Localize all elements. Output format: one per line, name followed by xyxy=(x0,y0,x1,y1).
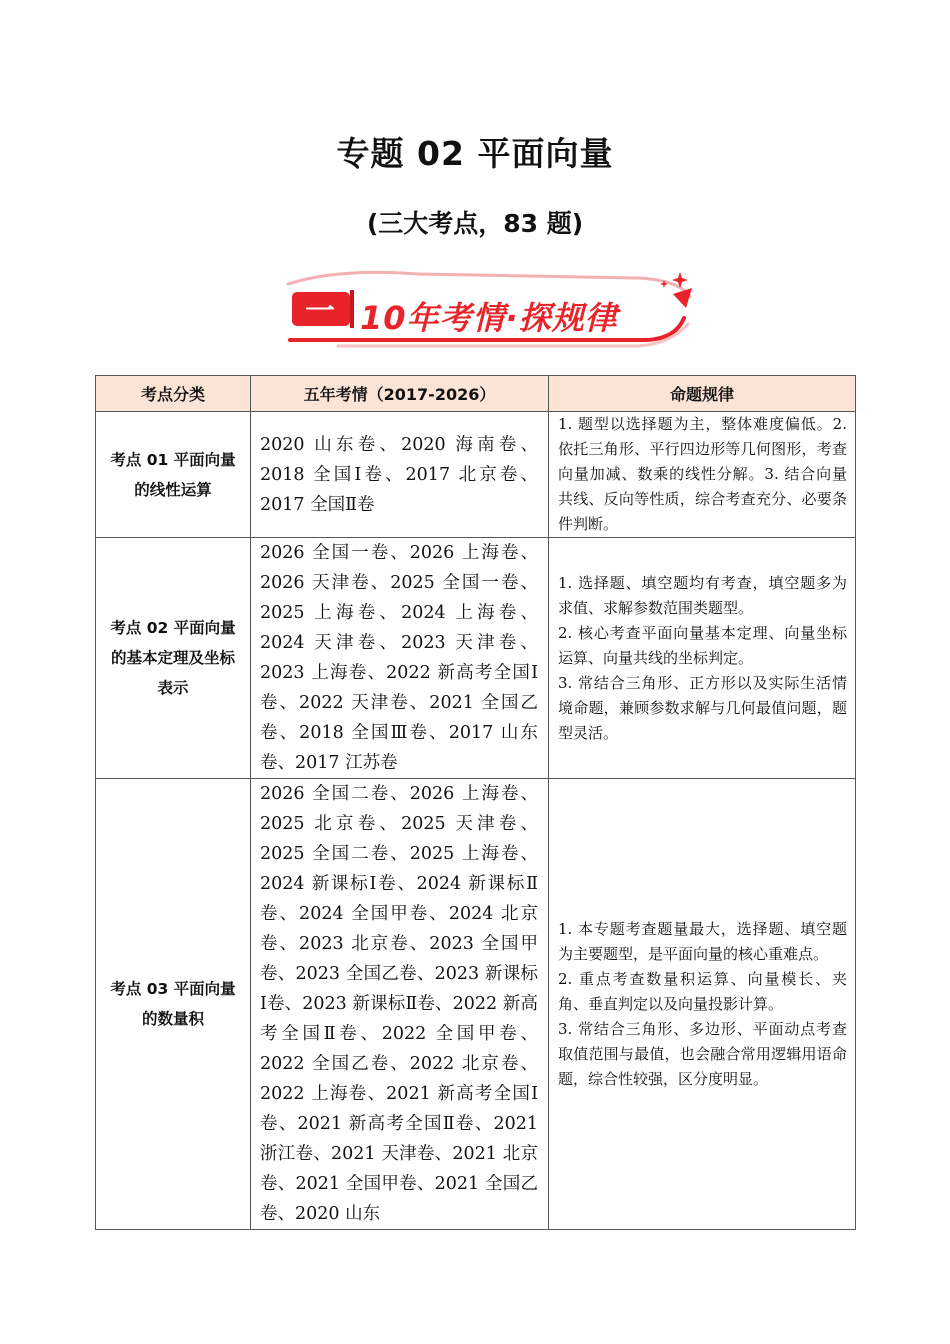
rules-cell xyxy=(549,412,856,538)
page-subtitle: (三大考点，83 题) xyxy=(366,209,584,238)
table-row xyxy=(96,779,856,1230)
page-title: 专题 02 平面向量 xyxy=(336,134,614,173)
header-category: 考点分类 xyxy=(96,376,251,412)
table-row xyxy=(96,538,856,779)
banner-number: 一 xyxy=(305,294,335,329)
rules-cell xyxy=(549,538,856,779)
rule-text: 1. 本专题考查题量最大，选择题、填空题为主要题型，是平面向量的核心重难点。 xyxy=(558,919,847,963)
years-cell: 2020 山东卷、2020 海南卷、2018 全国Ⅰ卷、2017 北京卷、2017 全国Ⅱ卷 xyxy=(251,412,549,538)
rule-text: 2. 重点考查数量积运算、向量模长、夹角、垂直判定以及向量投影计算。 xyxy=(558,969,847,1013)
rules-cell xyxy=(549,779,856,1230)
category-cell: 考点 03 平面向量的数量积 xyxy=(96,779,251,1230)
years-cell: 2026 全国二卷、2026 上海卷、2025 北京卷、2025 天津卷、2025 全国二卷、2025 上海卷、2024 新课标Ⅰ卷、2024 新课标Ⅱ卷、2024 全国甲卷、2024 北京卷、2023 北京卷、2023 全国甲卷、2023 全国乙卷、2023 新课标Ⅰ卷、2023 新课标Ⅱ卷、2022 新高考全国Ⅱ卷、2022 全国甲卷、2022 全国乙卷、2022 北京卷、2022 上海卷、2021 新高考全国Ⅰ卷、2021 新高考全国Ⅱ卷、2021 浙江卷、2021 天津卷、2021 北京卷、2021 全国甲卷、2021 全国乙卷、2020 山东 xyxy=(251,779,549,1230)
table-row xyxy=(96,412,856,538)
years-cell: 2026 全国一卷、2026 上海卷、2026 天津卷、2025 全国一卷、2025 上海卷、2024 上海卷、2024 天津卷、2023 天津卷、2023 上海卷、2022 新高考全国Ⅰ卷、2022 天津卷、2021 全国乙卷、2018 全国Ⅲ卷、2017 山东卷、2017 江苏卷 xyxy=(251,538,549,779)
category-cell: 考点 01 平面向量的线性运算 xyxy=(96,412,251,538)
rule-text: 2. 核心考查平面向量基本定理、向量坐标运算、向量共线的坐标判定。 xyxy=(558,623,847,667)
exam-analysis-table xyxy=(95,375,856,1230)
table-header-row xyxy=(96,376,856,412)
header-rules: 命题规律 xyxy=(549,376,856,412)
rule-text: 1. 选择题、填空题均有考查，填空题多为求值、求解参数范围类题型。 xyxy=(558,573,847,617)
header-years: 五年考情（2017-2026） xyxy=(251,376,549,412)
rule-text: 3. 常结合三角形、正方形以及实际生活情境命题，兼顾参数求解与几何最值问题，题型灵活。 xyxy=(558,673,847,742)
section-banner xyxy=(278,266,698,350)
category-cell: 考点 02 平面向量的基本定理及坐标表示 xyxy=(96,538,251,779)
rule-text: 1. 题型以选择题为主，整体难度偏低。2. 依托三角形、平行四边形等几何图形，考查向量加减、数乘的线性分解。3. 结合向量共线、反向等性质，综合考查充分、必要条件判断。 xyxy=(558,415,847,533)
rule-text: 3. 常结合三角形、多边形、平面动点考查取值范围与最值，也会融合常用逻辑用语命题，综合性较强，区分度明显。 xyxy=(558,1019,847,1088)
banner-title: 10年考情·探规律 xyxy=(360,299,618,337)
